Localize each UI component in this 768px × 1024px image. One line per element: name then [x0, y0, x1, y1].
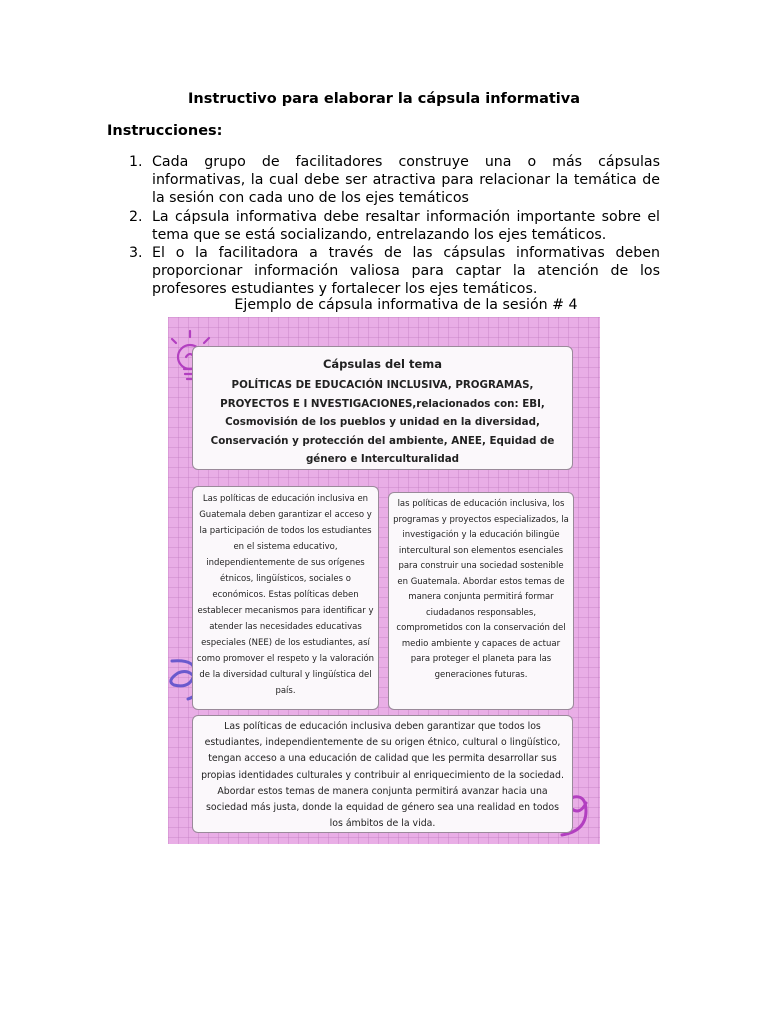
capsule-left-card: Las políticas de educación inclusiva en Guatemala deben garantizar el acceso y la participación de todos los estudiantes en el sistema educativo, independientemente de sus orígenes étnicos, lingüísticos, sociales o económicos. Estas políticas deben establecer mecanismos para identificar y atender las necesidades educativas especiales (NEE) de los estudiantes, así como promover el respeto y la valoración de la diversidad cultural y lingüística del país.: [192, 486, 379, 710]
capsule-title: Cápsulas del tema: [322, 357, 443, 371]
list-item: [107, 244, 660, 299]
instructions-list: [107, 153, 660, 299]
list-item: [107, 153, 660, 208]
capsule-image: [168, 317, 600, 844]
list-number: 3.: [129, 245, 143, 262]
example-caption: Ejemplo de cápsula informativa de la sesión # 4: [234, 297, 578, 313]
document-title: Instructivo para elaborar la cápsula informativa: [188, 91, 580, 107]
capsule-bottom-card: Las políticas de educación inclusiva deben garantizar que todos los estudiantes, independientemente de su origen étnico, cultural o lingüístico, tengan acceso a una educación de calidad que les permita desarrollar sus propias identidades culturales y contribuir al enriquecimiento de la sociedad. Abordar estos temas de manera conjunta permitirá avanzar hacia una sociedad más justa, donde la equidad de género sea una realidad en todos los ámbitos de la vida.: [192, 715, 573, 833]
list-number: 1.: [129, 154, 143, 170]
list-item: [107, 208, 660, 244]
list-item-text: El o la facilitadora a través de las cápsulas informativas deben proporcionar información valiosa para captar la atención de los profesores estudiantes y fortalecer los ejes temáticos.: [152, 245, 660, 298]
list-item-text: La cápsula informativa debe resaltar información importante sobre el tema que se está socializando, entrelazando los ejes temáticos.: [152, 208, 660, 243]
list-number: 2.: [129, 208, 143, 225]
capsule-title-card: [192, 346, 573, 470]
instructions-heading: Instrucciones:: [107, 123, 223, 139]
capsule-right-card: las políticas de educación inclusiva, los programas y proyectos especializados, la investigación y la educación bilingüe intercultural son elementos esenciales para construir una sociedad sostenible en Guatemala. Abordar estos temas de manera conjunta permitirá formar ciudadanos responsables, comprometidos con la conservación del medio ambiente y capaces de actuar para proteger el planeta para las generaciones futuras.: [388, 492, 574, 710]
capsule-topics: POLÍTICAS DE EDUCACIÓN INCLUSIVA, PROGRAMAS, PROYECTOS E I NVESTIGACIONES,relacionados con: EBI, Cosmovisión de los pueblos y unidad en la diversidad, Conservación y protección del ambiente, ANEE, Equidad de género e Interculturalidad: [210, 379, 555, 465]
list-item-text: Cada grupo de facilitadores construye una o más cápsulas informativas, la cual debe ser atractiva para relacionar la temática de la sesión con cada uno de los ejes temáticos: [152, 154, 660, 207]
